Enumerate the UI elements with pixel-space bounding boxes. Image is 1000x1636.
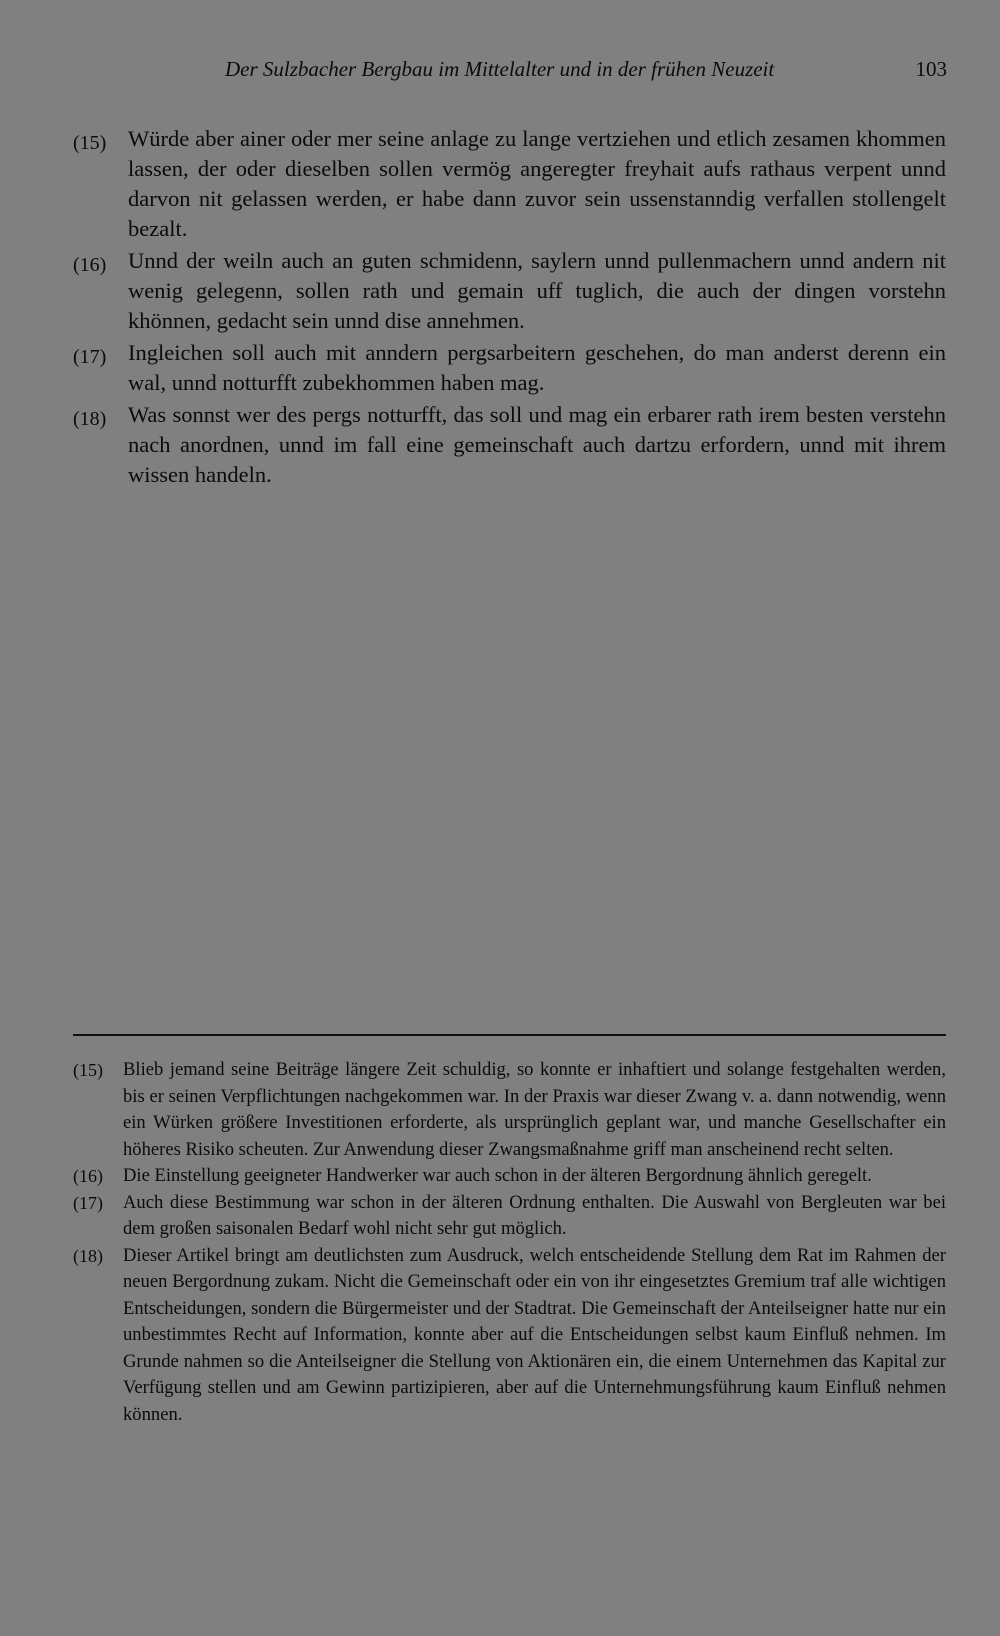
page-header	[225, 52, 947, 86]
paragraph-text: Unnd der weiln auch an guten schmidenn, saylern unnd pullenmachern unnd andern nit wenig gelegenn, sollen rath und gemain uff tuglich, die auch der dingen vorstehn khönnen, gedacht sein unnd dise annehmen.	[128, 248, 946, 333]
footnote-number: (15)	[73, 1060, 103, 1080]
paragraph-15	[73, 124, 946, 244]
running-title: Der Sulzbacher Bergbau im Mittelalter und in der frühen Neuzeit	[225, 57, 775, 81]
footnote-number: (16)	[73, 1166, 103, 1186]
main-text	[73, 124, 946, 490]
footnote-18	[73, 1243, 946, 1429]
paragraph-text: Ingleichen soll auch mit anndern pergsarbeitern geschehen, do man anderst derenn ein wal, unnd notturfft zubekhommen haben mag.	[128, 340, 946, 395]
paragraph-number: (16)	[73, 254, 107, 276]
footnote-text: Blieb jemand seine Beiträge längere Zeit schuldig, so konnte er inhaftiert und solange festgehalten werden, bis er seinen Verpflichtungen nachgekommen war. In der Praxis war dieser Zwang v. a. dann notwendig, wenn ein Würken größere Investitionen erforderte, als ursprünglich geplant war, und manche Gesellschafter ein höheres Risiko scheuten. Zur Anwendung dieser Zwangsmaßnahme griff man anscheinend recht selten.	[123, 1059, 946, 1160]
footnotes	[73, 1057, 946, 1428]
page-number: 103	[915, 57, 947, 81]
paragraph-text: Würde aber ainer oder mer seine anlage zu lange vertziehen und etlich zesamen khommen lassen, der oder dieselben sollen vermög angeregter freyhait aufs rathaus verpent unnd darvon nit gelassen werden, er habe dann zuvor sein ussenstanndig verfallen stollengelt bezalt.	[128, 126, 946, 241]
paragraph-18	[73, 400, 946, 490]
paragraph-text: Was sonnst wer des pergs notturfft, das soll und mag ein erbarer rath irem besten verstehn nach anordnen, unnd im fall eine gemeinschaft auch dartzu erfordern, unnd mit ihrem wissen handeln.	[128, 402, 946, 487]
footnote-number: (18)	[73, 1245, 103, 1266]
paragraph-number: (18)	[73, 408, 107, 430]
footnote-17	[73, 1190, 946, 1243]
footnote-15	[73, 1057, 946, 1163]
paragraph-number: (17)	[73, 346, 107, 368]
footnote-text: Die Einstellung geeigneter Handwerker war auch schon in der älteren Bergordnung ähnlich geregelt.	[123, 1165, 872, 1186]
paragraph-number: (15)	[73, 132, 107, 154]
footnote-number: (17)	[73, 1192, 103, 1213]
footnote-text: Dieser Artikel bringt am deutlichsten zum Ausdruck, welch entscheidende Stellung dem Rat im Rahmen der neuen Bergordnung zukam. Nicht die Gemeinschaft oder ein von ihr eingesetztes Gremium traf alle wichtigen Entscheidungen, sondern die Bürgermeister und der Stadtrat. Die Gemeinschaft der Anteilseigner hatte nur ein unbestimmtes Recht auf Information, konnte aber auf die Entscheidungen selbst kaum Einfluß nehmen. Im Grunde nahmen so die Anteilseigner die Stellung von Aktionären ein, die einem Unternehmen das Kapital zur Verfügung stellen und am Gewinn partizipieren, aber auf die Unternehmungsführung kaum Einfluß nehmen können.	[123, 1244, 946, 1425]
paragraph-17	[73, 338, 946, 398]
footnote-16	[73, 1163, 946, 1190]
footnote-text: Auch diese Bestimmung war schon in der älteren Ordnung enthalten. Die Auswahl von Bergleuten war bei dem großen saisonalen Bedarf wohl nicht sehr gut möglich.	[123, 1191, 946, 1239]
paragraph-16	[73, 246, 946, 336]
footnote-divider	[73, 1034, 946, 1036]
